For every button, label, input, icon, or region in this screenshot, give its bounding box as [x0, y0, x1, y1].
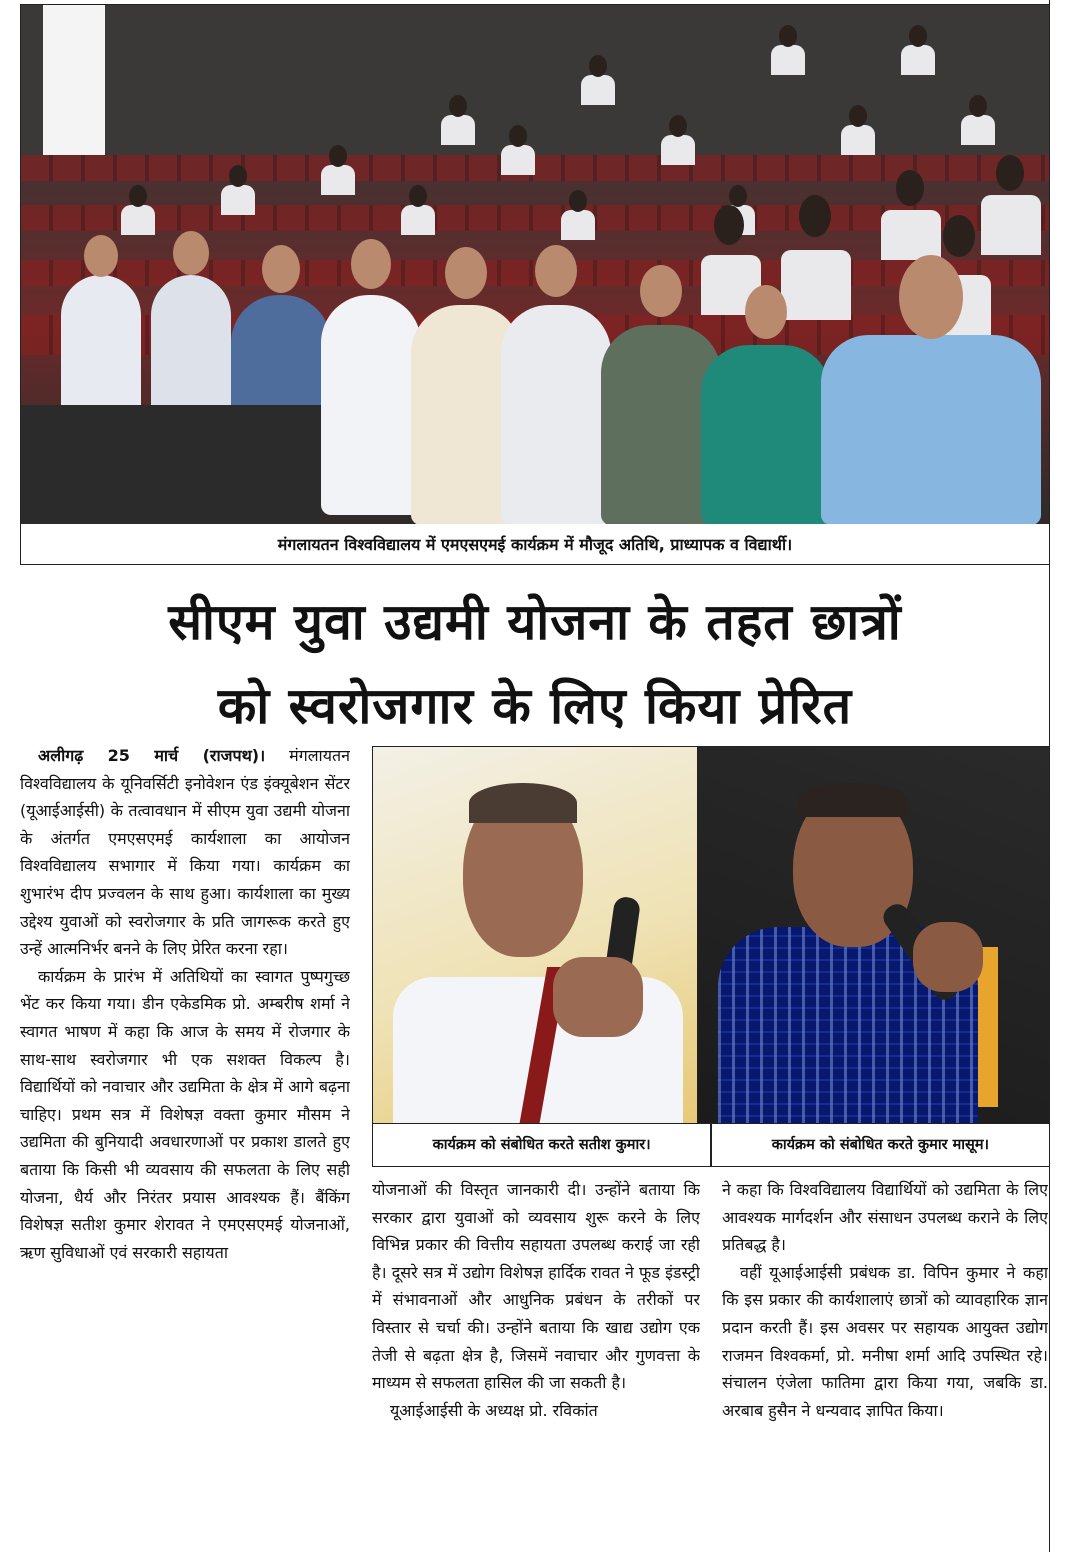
adjacent-article-edge: [1049, 0, 1080, 1552]
article-column-2: [372, 1176, 700, 1550]
article-column-1: [20, 742, 350, 1550]
paragraph: योजनाओं की विस्तृत जानकारी दी। उन्होंने बताया कि सरकार द्वारा युवाओं को व्यवसाय शुरू करने के लिए विभिन्न प्रकार की वित्तीय सहायता उपलब्ध कराई जा रही है। दूसरे सत्र में उद्योग विशेषज्ञ हार्दिक रावत ने फूड इंडस्ट्री में संभावनाओं और आधुनिक प्रबंधन के तरीकों पर विस्तार से चर्चा की। उन्होंने बताया कि खाद्य उद्योग एक तेजी से बढ़ता क्षेत्र है, जिसमें नवाचार और गुणवत्ता के माध्यम से सफलता हासिल की जा सकती है।: [372, 1180, 700, 1393]
speaker-captions: [372, 1122, 1050, 1167]
headline-line-2: को स्वरोजगार के लिए किया प्रेरित: [217, 677, 853, 735]
caption-right: कार्यक्रम को संबोधित करते कुमार मासूम।: [771, 1137, 989, 1153]
top-photo-caption: मंगलायतन विश्वविद्यालय में एमएसएमई कार्यक्रम में मौजूद अतिथि, प्राध्यापक व विद्यार्थी।: [20, 524, 1050, 565]
speaker-photo-kumar-masoom: [698, 747, 1049, 1123]
paragraph: यूआईआईसी के अध्यक्ष प्रो. रविकांत: [390, 1400, 598, 1420]
paragraph: मंगलायतन विश्वविद्यालय के यूनिवर्सिटी इनोवेशन एंड इंक्यूबेशन सेंटर (यूआईआईसी) के तत्वावधान में सीएम युवा उद्यमी योजना के अंतर्गत एमएसएमई कार्यशाला का आयोजन विश्वविद्यालय सभागार में किया गया। कार्यक्रम का शुभारंभ दीप प्रज्वलन के साथ हुआ। कार्यशाला का मुख्य उद्देश्य युवाओं को स्वरोजगार के प्रति जागरूक करते हुए उन्हें आत्मनिर्भर बनने के लिए प्रेरित करना रहा।: [20, 746, 350, 959]
speaker-photo-satish-kumar: [373, 747, 698, 1123]
dateline: अलीगढ़ 25 मार्च (राजपथ)।: [38, 746, 266, 765]
article-column-3: [722, 1176, 1048, 1550]
caption-left: कार्यक्रम को संबोधित करते सतीश कुमार।: [432, 1137, 651, 1153]
paragraph: कार्यक्रम के प्रारंभ में अतिथियों का स्वागत पुष्पगुच्छ भेंट कर किया गया। डीन एकेडमिक प्रो. अम्बरीष शर्मा ने स्वागत भाषण में कहा कि आज के समय में रोजगार के साथ-साथ स्वरोजगार भी एक सशक्त विकल्प है। विद्यार्थियों को नवाचार और उद्यमिता के क्षेत्र में आगे बढ़ना चाहिए। प्रथम सत्र में विशेषज्ञ वक्ता कुमार मौसम ने उद्यमिता की बुनियादी अवधारणाओं पर प्रकाश डालते हुए बताया कि किसी भी व्यवसाय की सफलता के लिए सही योजना, धैर्य और निरंतर प्रयास आवश्यक हैं। बैंकिंग विशेषज्ञ सतीश कुमार शेरावत ने एमएसएमई योजनाओं, ऋण सुविधाओं एवं सरकारी सहायता: [20, 966, 350, 1262]
paragraph: ने कहा कि विश्वविद्यालय विद्यार्थियों को उद्यमिता के लिए आवश्यक मार्गदर्शन और संसाधन उपलब्ध कराने के लिए प्रतिबद्ध है।: [722, 1180, 1048, 1255]
headline-line-1: सीएम युवा उद्यमी योजना के तहत छात्रों: [168, 593, 902, 651]
speaker-photos: [372, 746, 1050, 1124]
auditorium-photo: [20, 4, 1050, 526]
paragraph: वहीं यूआईआईसी प्रबंधक डा. विपिन कुमार ने कहा कि इस प्रकार की कार्यशालाएं छात्रों को व्यावहारिक ज्ञान प्रदान करती हैं। इस अवसर पर सहायक आयुक्त उद्योग राजमन विश्वकर्मा, प्रो. मनीषा शर्मा आदि उपस्थित रहे। संचालन एंजेला फातिमा द्वारा किया गया, जबकि डा. अरबाब हुसैन ने धन्यवाद ज्ञापित किया।: [722, 1262, 1048, 1420]
